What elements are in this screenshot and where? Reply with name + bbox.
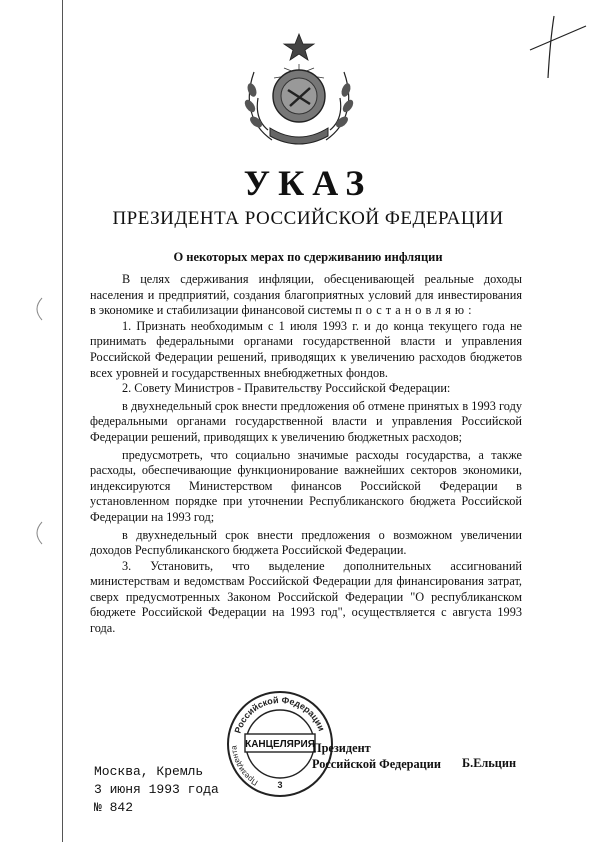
document-title: УКАЗ	[243, 163, 373, 203]
stamp-left-text: Президента	[229, 745, 260, 788]
punch-hole-mark	[30, 296, 44, 322]
stamp-center-text: КАНЦЕЛЯРИЯ	[245, 739, 315, 750]
document-subtitle: ПРЕЗИДЕНТА РОССИЙСКОЙ ФЕДЕРАЦИИ	[112, 208, 504, 229]
decree-number: № 842	[94, 800, 134, 815]
pen-mark	[520, 12, 590, 82]
document-heading: О некоторых мерах по сдерживанию инфляции	[173, 250, 443, 264]
signer-name: Б.Ельцин	[462, 756, 517, 770]
paragraph-2b: предусмотреть, что социально значимые расходы государства, а также расходы, обеспечивающие функционирование важнейших секторов экономики, индексируются Министерством финансов Российской Федерации в установленном порядке при уточнении Республиканского бюджета Российской Федерации на 1993 год;	[90, 447, 522, 524]
coat-of-arms-emblem	[232, 30, 366, 152]
signature-title-line1: Президент	[312, 741, 371, 755]
place-date-block	[94, 763, 219, 817]
paragraph-2a: в двухнедельный срок внести предложения об отмене принятых в 1993 году федеральными органами государственной власти и управления Российской Федерации решений, приводящих к увеличению бюджетных расходов;	[90, 398, 522, 444]
signature-title-line2: Российской Федерации	[312, 756, 441, 771]
place-line: Москва, Кремль	[94, 764, 204, 779]
date-line: 3 июня 1993 года	[94, 782, 219, 797]
document-body	[90, 272, 522, 637]
paragraph-3: 3. Установить, что выделение дополнительных ассигнований министерствам и ведомствам Российской Федерации для финансирования затрат, сверх предусмотренных Законом Российской Федерации "О республиканском бюджете Российской Федерации на 1993 год", осуществляется с августа 1993 года.	[90, 558, 522, 636]
intro-text: В целях сдерживания инфляции, обесценивающей реальные доходы населения и предприятий, создания благоприятных условий для инвестирования в экономике и стабилизации финансовой системы	[90, 272, 522, 318]
paragraph-1: 1. Признать необходимым с 1 июля 1993 г. и до конца текущего года не принимать федеральными органами государственной власти и управления Российской Федерации решений, приводящих к увеличению расходов бюджетов всех уровней и государственных внебюджетных фондов.	[90, 318, 522, 380]
decree-word: постановляю:	[355, 303, 476, 318]
stamp-number: 3	[277, 780, 283, 790]
paragraph-2c: в двухнедельный срок внести предложения о возможном увеличении доходов Республиканского бюджета Российской Федерации.	[90, 527, 522, 558]
punch-hole-mark	[30, 520, 44, 546]
scan-edge-line	[62, 0, 63, 842]
paragraph-2: 2. Совету Министров - Правительству Российской Федерации:	[122, 381, 451, 396]
stamp-ring-text: Российской Федерации	[232, 694, 327, 735]
intro-paragraph	[90, 272, 522, 319]
signature-block	[312, 741, 441, 772]
